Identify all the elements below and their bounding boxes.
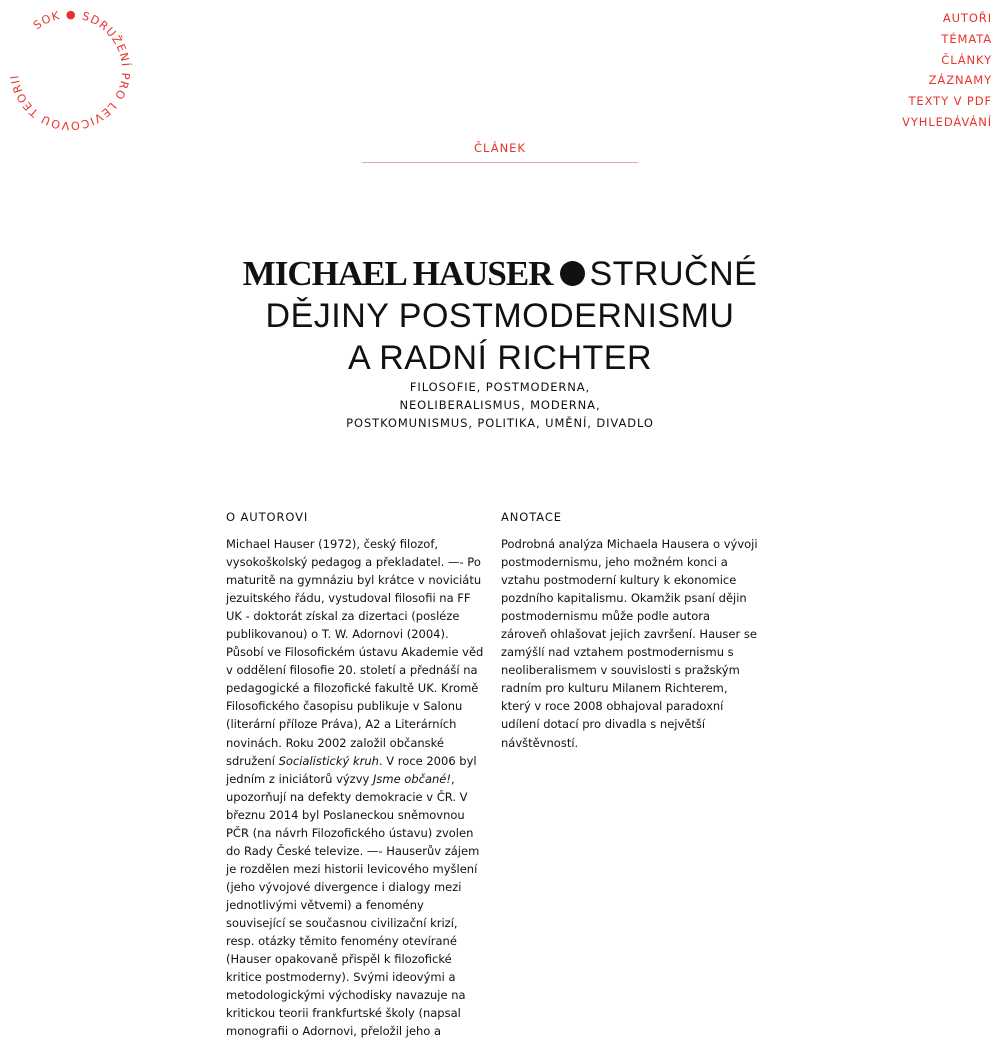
nav-item-articles[interactable]: ČLÁNKY	[941, 52, 992, 67]
title-line-2: DĚJINY POSTMODERNISMU	[265, 297, 735, 335]
main-nav	[902, 8, 992, 133]
tags-line-1[interactable]: FILOSOFIE, POSTMODERNA,	[409, 380, 591, 394]
about-text	[226, 535, 484, 1040]
section-divider	[362, 162, 638, 163]
nav-item-records[interactable]: ZÁZNAMY	[928, 73, 992, 88]
nav-item-authors[interactable]: AUTOŘI	[942, 11, 992, 25]
nav-item-search[interactable]: VYHLEDÁVÁNÍ	[902, 114, 992, 129]
article-tags	[300, 378, 700, 433]
site-logo[interactable]	[0, 0, 140, 140]
about-text-part-a: Michael Hauser (1972), český filozof, vysokoškolský pedagog a překladatel. —- Po maturitě na gymnáziu byl krátce v noviciátu jezuitského řádu, vystudoval filosofii na FF UK - doktorát získal za dizertaci (posléze publikovanou) o T. W. Adornovi (2004). Působí ve Filosofickém ústavu Akademie věd v oddělení filosofie 20. století a přednáší na pedagogické a filozofické fakultě UK. Kromě Filosofického časopisu publikuje v Salonu (literární příloze Práva), A2 a Literárních novinách. Roku 2002 založil občanské sdružení	[226, 537, 484, 768]
logo-circular-text: SOK ● SDRUŽENÍ PRO LEVICOVOU TEORII	[8, 7, 133, 133]
about-emphasis-2: Jsme občané!	[372, 771, 451, 786]
about-text-part-b: . V roce 2006 byl jedním z iniciátorů výzvy	[226, 753, 477, 786]
section-label: ČLÁNEK	[474, 141, 526, 155]
bullet-dot-icon	[560, 261, 585, 286]
article-author[interactable]: MICHAEL HAUSER	[242, 254, 553, 293]
title-line-1: STRUČNÉ	[589, 255, 758, 293]
tags-line-3[interactable]: POSTKOMUNISMUS, POLITIKA, UMĚNÍ, DIVADLO	[346, 416, 654, 431]
nav-item-pdf-texts[interactable]: TEXTY V PDF	[908, 94, 992, 109]
about-heading: O AUTOROVI	[226, 510, 309, 524]
nav-item-topics[interactable]: TÉMATA	[941, 31, 992, 46]
annotation	[501, 508, 759, 752]
annotation-text: Podrobná analýza Michaela Hausera o vývoji postmodernismu, jeho možném konci a vztahu postmoderní kultury k ekonomice pozdního kapitalismu. Okamžik psaní dějin postmodernismu může podle autora zároveň ohlašovat jejich završení. Hauser se zamýšlí nad vztahem postmodernismu s neoliberalismem v souvislosti s pražským radním pro kulturu Milanem Richterem, který v roce 2008 obhajoval paradoxní udílení dotací pro divadla s největší návštěvností.	[501, 537, 758, 750]
about-emphasis-1: Socialistický kruh	[278, 753, 379, 768]
tags-line-2[interactable]: NEOLIBERALISMUS, MODERNA,	[399, 398, 601, 413]
about-text-part-c: , upozorňují na defekty demokracie v ČR. V březnu 2014 byl Poslaneckou sněmovnou PČR (na návrh Filozofického ústavu) zvolen do Rady České televize. —- Hauserův zájem je rozdělen mezi historii levicového myšlení (jeho vývojové divergence i dialogy mezi jednotlivými větvemi) a fenomény související se současnou civilizační krizí, resp. otázky těmito fenomény otevírané (Hauser opakovaně přispěl k filozofické kritice postmoderny). Svými ideovými a metodologickými východisky navazuje na kritickou teorii frankfurtské školy (napsal monografii o Adornovi, přeložil jeho a	[226, 771, 480, 1039]
about-author	[226, 508, 484, 1040]
article-title	[150, 253, 850, 379]
title-line-3: A RADNÍ RICHTER	[347, 339, 653, 377]
annotation-heading: ANOTACE	[501, 510, 562, 524]
